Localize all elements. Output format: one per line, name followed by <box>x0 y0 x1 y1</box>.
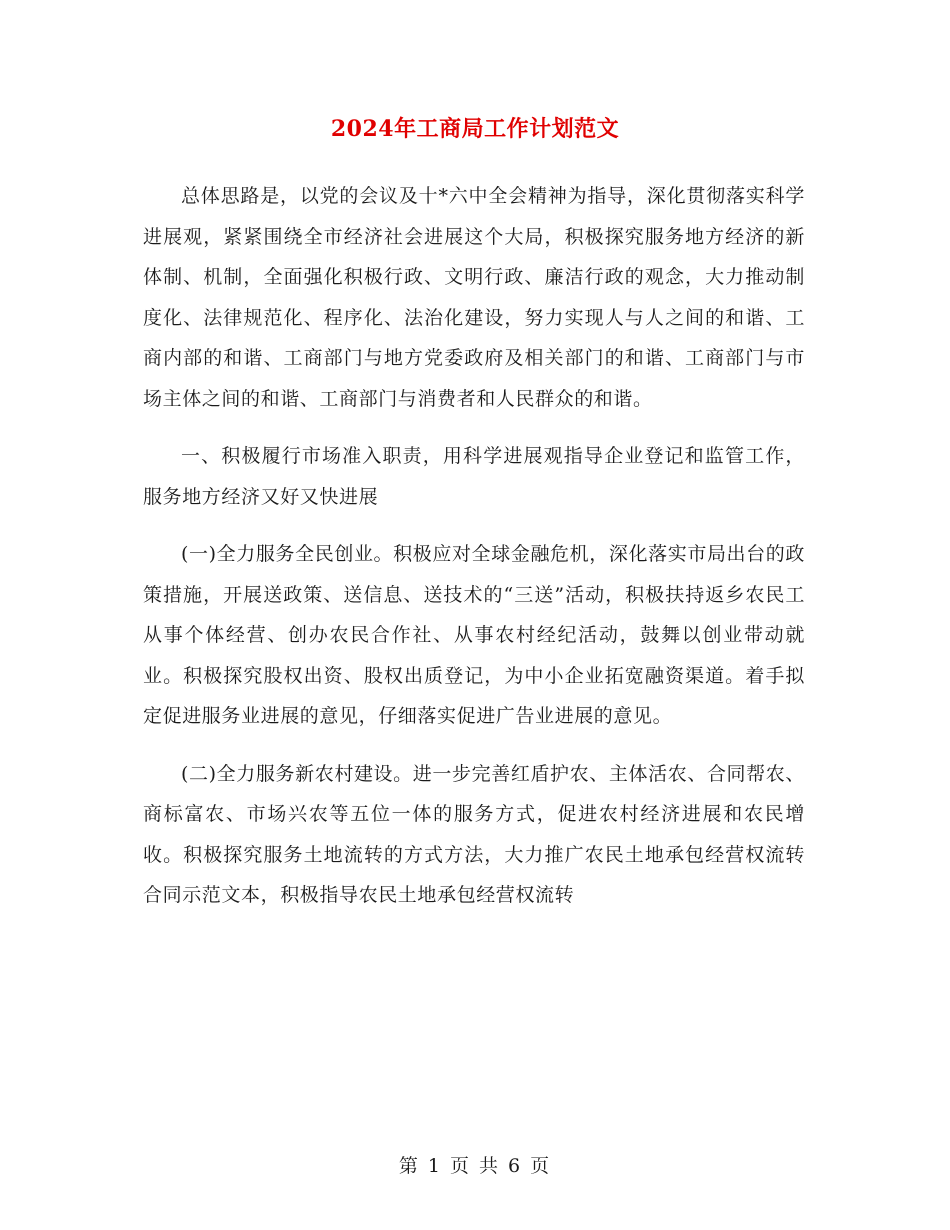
paragraph-gap <box>143 419 805 436</box>
paragraph-gap <box>143 737 805 754</box>
page-number-footer: 第 1 页 共 6 页 <box>398 1155 552 1177</box>
paragraph-item-one: (一)全力服务全民创业。积极应对全球金融危机，深化落实市局出台的政策措施，开展送政策、送信息、送技术的“三送”活动，积极扶持返乡农民工从事个体经营、创办农民合作社、从事农村经纪活动，鼓舞以创业带动就业。积极探究股权出资、股权出质登记，为中小企业拓宽融资渠道。着手拟定促进服务业进展的意见，仔细落实促进广告业进展的意见。 <box>143 543 805 727</box>
paragraph-gap <box>143 517 805 534</box>
paragraph-item-two: (二)全力服务新农村建设。进一步完善红盾护农、主体活农、合同帮农、商标富农、市场兴农等五位一体的服务方式，促进农村经济进展和农民增收。积极探究服务土地流转的方式方法，大力推广农民土地承包经营权流转合同示范文本，积极指导农民土地承包经营权流转 <box>143 762 805 906</box>
document-body <box>143 176 805 916</box>
document-title: 2024年工商局工作计划范文 <box>330 116 620 142</box>
paragraph-section-one-heading: 一、积极履行市场准入职责，用科学进展观指导企业登记和监管工作，服务地方经济又好又快进展 <box>143 445 805 508</box>
paragraph-overall-approach: 总体思路是，以党的会议及十*六中全会精神为指导，深化贯彻落实科学进展观，紧紧围绕全市经济社会进展这个大局，积极探究服务地方经济的新体制、机制，全面强化积极行政、文明行政、廉洁行政的观念，大力推动制度化、法律规范化、程序化、法治化建设，努力实现人与人之间的和谐、工商内部的和谐、工商部门与地方党委政府及相关部门的和谐、工商部门与市场主体之间的和谐、工商部门与消费者和人民群众的和谐。 <box>143 185 805 410</box>
